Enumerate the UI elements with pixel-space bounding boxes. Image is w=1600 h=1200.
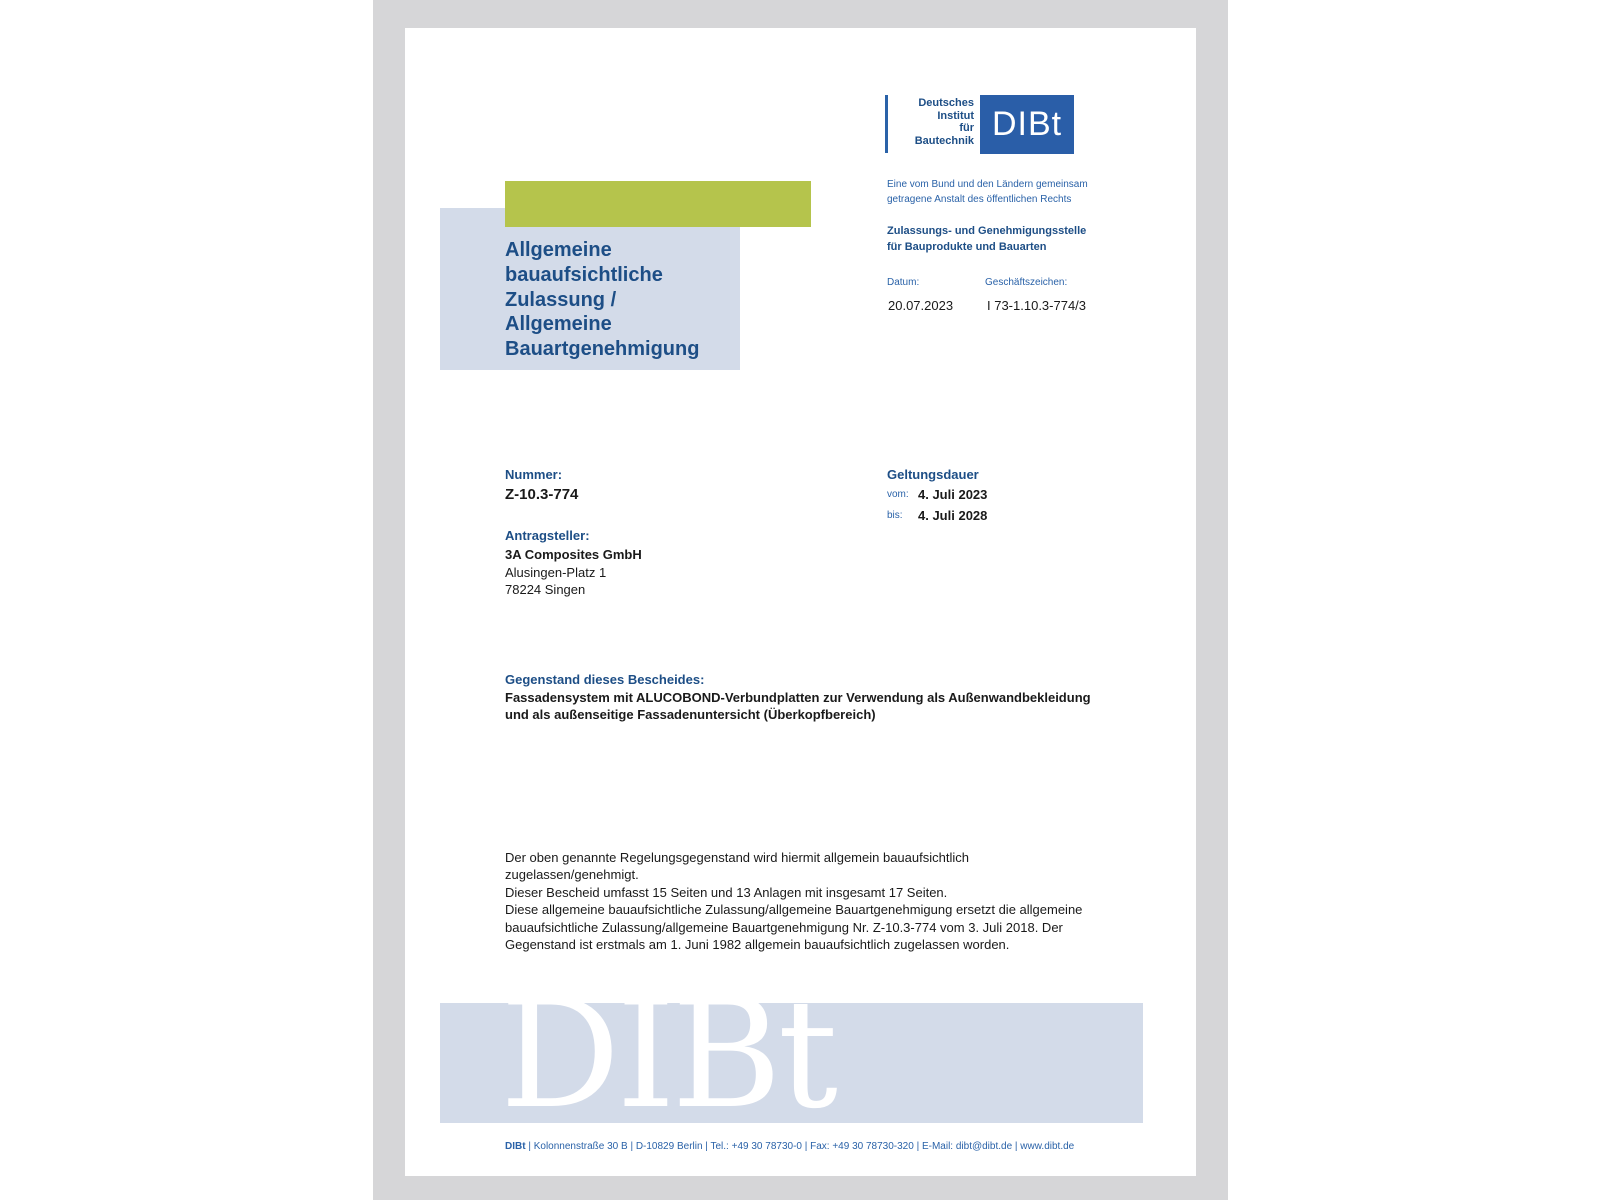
logo-org-line: Institut (937, 109, 974, 122)
title-accent-bar (505, 181, 811, 227)
validity-label: Geltungsdauer (887, 467, 979, 482)
date-value: 20.07.2023 (888, 298, 954, 313)
subject-label: Gegenstand dieses Bescheides: (505, 672, 705, 687)
logo-org-line: Bautechnik (914, 134, 974, 147)
validity-from-value: 4. Juli 2023 (918, 487, 988, 502)
institute-tagline (887, 177, 1088, 207)
body-line: zugelassen/genehmigt. (505, 867, 639, 883)
footer-watermark: DIBt (500, 968, 835, 1142)
body-line: Dieser Bescheid umfasst 15 Seiten und 13 Anlagen mit insgesamt 17 Seiten. (505, 884, 948, 900)
validity-from-label: vom: (887, 489, 909, 500)
decision-body-text (505, 849, 1145, 953)
reference-value: I 73-1.10.3-774/3 (987, 298, 1087, 313)
title-line: Zulassung / (505, 288, 617, 311)
logo-org-name (890, 97, 974, 147)
tagline-line: Eine vom Bund und den Ländern gemeinsam (887, 179, 1088, 190)
number-value: Z-10.3-774 (505, 486, 579, 503)
body-line: bauaufsichtliche Zulassung/allgemeine Bauartgenehmigung Nr. Z-10.3-774 vom 3. Juli 2018. Der (505, 919, 1063, 935)
logo-org-line: Deutsches (918, 97, 974, 109)
footer-contact: | Kolonnenstraße 30 B | D-10829 Berlin | Tel.: +49 30 78730-0 | Fax: +49 30 78730-320 | E-Mail: dibt@dibt.de | www.dibt.de (525, 1141, 1075, 1152)
applicant-label: Antragsteller: (505, 528, 590, 543)
footer-org: DIBt (505, 1141, 526, 1152)
logo-divider (885, 95, 888, 153)
dibt-logo: DIBt (980, 95, 1074, 154)
body-line: Der oben genannte Regelungsgegenstand wird hiermit allgemein bauaufsichtlich (505, 850, 969, 865)
title-line: bauaufsichtliche (505, 263, 663, 286)
body-line: Diese allgemeine bauaufsichtliche Zulassung/allgemeine Bauartgenehmigung ersetzt die allgemeine (505, 902, 1083, 918)
title-line: Bauartgenehmigung (505, 338, 700, 361)
logo-org-line: für (959, 122, 974, 134)
office-line: Zulassungs- und Genehmigungsstelle (887, 225, 1087, 237)
subject-line: Fassadensystem mit ALUCOBOND-Verbundplatten zur Verwendung als Außenwandbekleidung (505, 690, 1091, 705)
office-line: für Bauprodukte und Bauarten (887, 241, 1047, 253)
institute-office (887, 223, 1086, 255)
applicant-name: 3A Composites GmbH (505, 547, 642, 562)
document-title (505, 238, 699, 362)
title-line: Allgemeine (505, 313, 612, 336)
title-line: Allgemeine (505, 239, 612, 261)
applicant-city: 78224 Singen (505, 582, 586, 597)
number-label: Nummer: (505, 467, 563, 482)
validity-to-label: bis: (887, 510, 903, 521)
applicant-street: Alusingen-Platz 1 (505, 565, 607, 580)
reference-label: Geschäftszeichen: (985, 277, 1068, 288)
tagline-line: getragene Anstalt des öffentlichen Rechts (887, 194, 1072, 205)
date-label: Datum: (887, 277, 920, 288)
body-line: Gegenstand ist erstmals am 1. Juni 1982 allgemein bauaufsichtlich zugelassen worden. (505, 937, 1010, 953)
subject-line: und als außenseitige Fassadenuntersicht (Überkopfbereich) (505, 707, 876, 722)
validity-to-value: 4. Juli 2028 (918, 508, 988, 523)
footer-address (505, 1141, 1074, 1152)
